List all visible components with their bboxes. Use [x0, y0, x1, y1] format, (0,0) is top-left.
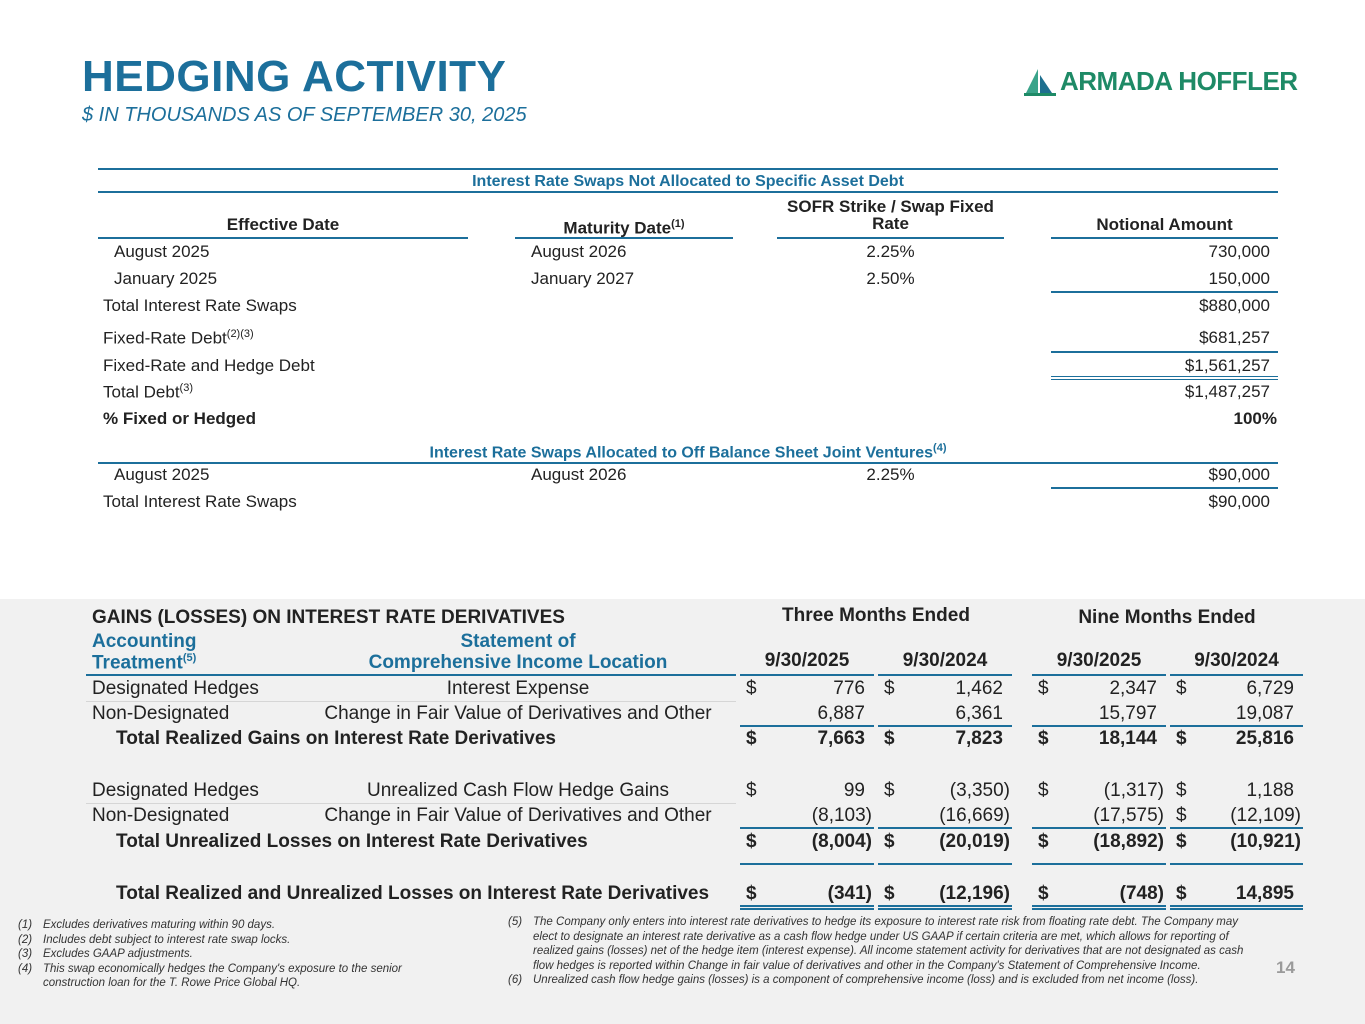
section-title-not-allocated: Interest Rate Swaps Not Allocated to Specific Asset Debt	[472, 173, 904, 190]
total-realized-dollar-1: $	[746, 728, 757, 749]
jv-row-effective: August 2025	[114, 465, 210, 484]
pct-fixed-value: 100%	[1233, 409, 1277, 428]
total-unrealized-v4: (10,921)	[1230, 831, 1301, 852]
row1-v3: 2,347	[1109, 678, 1157, 699]
page-number: 14	[1276, 958, 1295, 977]
jv-row-notional: $90,000	[1208, 465, 1270, 484]
row1-treatment: Designated Hedges	[92, 678, 259, 699]
row3-dollar-3: $	[1038, 780, 1049, 801]
grand-total-v3: (748)	[1119, 883, 1164, 904]
row3-v3: (1,317)	[1103, 780, 1164, 801]
grand-total-label: Total Realized and Unrealized Losses on Interest Rate Derivatives	[116, 883, 710, 904]
total-realized-label: Total Realized Gains on Interest Rate Derivatives	[116, 728, 556, 749]
row2-v2: 6,361	[955, 703, 1003, 724]
row1-v2: 1,462	[955, 678, 1003, 699]
row2-v3: 15,797	[1098, 703, 1157, 724]
fixed-hedge-value: $1,561,257	[1184, 356, 1270, 375]
row2-location: Change in Fair Value of Derivatives and Other	[324, 703, 712, 724]
grand-total-v4: 14,895	[1235, 883, 1294, 904]
col-statement-2: Comprehensive Income Location	[368, 652, 668, 673]
grand-total-dollar-3: $	[1038, 883, 1049, 904]
col-header-effective-date: Effective Date	[226, 215, 340, 234]
grand-total-dollar-2: $	[884, 883, 895, 904]
footnote-2: (2) Includes debt subject to interest rate swap locks.	[18, 933, 291, 946]
footnotes-left	[18, 918, 458, 991]
row4-treatment: Non-Designated	[92, 805, 230, 826]
total-realized-v1: 7,663	[817, 728, 865, 749]
total-unrealized-v1: (8,004)	[811, 831, 872, 852]
total-swaps-value: $880,000	[1199, 296, 1270, 315]
total-realized-v4: 25,816	[1235, 728, 1294, 749]
jv-total-value: $90,000	[1208, 492, 1270, 511]
fixed-rate-debt-label: Fixed-Rate Debt$^{(2)(3)}$	[103, 328, 254, 348]
row3-dollar-1: $	[746, 780, 757, 801]
total-unrealized-dollar-4: $	[1176, 831, 1187, 852]
total-debt-value: $1,487,257	[1184, 382, 1270, 401]
total-unrealized-label: Total Unrealized Losses on Interest Rate Derivatives	[116, 831, 588, 852]
nine-months-header: Nine Months Ended	[1078, 607, 1256, 628]
period-1: 9/30/2025	[764, 650, 850, 671]
page-title: HEDGING ACTIVITY	[82, 52, 507, 101]
col-header-notional: Notional Amount	[1096, 215, 1233, 234]
fixed-rate-debt-value: $681,257	[1199, 328, 1270, 347]
row4-v4: (12,109)	[1230, 805, 1301, 826]
row1-rate: 2.25%	[866, 242, 915, 261]
row4-v3: (17,575)	[1093, 805, 1164, 826]
total-realized-v3: 18,144	[1098, 728, 1157, 749]
section-title-jv: Interest Rate Swaps Allocated to Off Balance Sheet Joint Ventures$^{(4)}$	[429, 442, 947, 462]
pct-fixed-label: % Fixed or Hedged	[103, 409, 257, 428]
three-months-header: Three Months Ended	[782, 605, 970, 626]
logo-text: ARMADA HOFFLER	[1060, 65, 1298, 96]
grand-total-dollar-4: $	[1176, 883, 1187, 904]
col-statement-1: Statement of	[460, 631, 576, 652]
row3-v2: (3,350)	[949, 780, 1010, 801]
footnote-5: (5) The Company only enters into interest rate derivatives to hedge its exposure to interest rate risk from floating rate debt. The Company may elect to designate an interest rate derivative as a cash flow hedge under US GAAP if certain criteria are met, which allows for reporting of realized gains (losses) net of the hedge item (interest expense). All income statement activity for derivatives that are not designated as cash flow hedges is reported within Change in fair value of derivatives and other in the Company's Statement of Comprehensive Income.	[508, 916, 1244, 972]
row1-maturity: August 2026	[531, 242, 627, 261]
period-3: 9/30/2025	[1056, 650, 1142, 671]
grand-total-dollar-1: $	[746, 883, 757, 904]
total-unrealized-v2: (20,019)	[939, 831, 1010, 852]
total-realized-v2: 7,823	[955, 728, 1003, 749]
row3-treatment: Designated Hedges	[92, 780, 259, 801]
col-accounting-1: Accounting	[92, 631, 197, 652]
row4-v1: (8,103)	[811, 805, 872, 826]
gains-title: GAINS (LOSSES) ON INTEREST RATE DERIVATIVES	[92, 607, 565, 628]
row3-v4: 1,188	[1246, 780, 1294, 801]
jv-row-maturity: August 2026	[531, 465, 627, 484]
row1-notional: 730,000	[1208, 242, 1270, 261]
footnotes-right	[508, 915, 1253, 988]
total-debt-label: Total Debt$^{(3)}$	[103, 382, 193, 402]
period-4: 9/30/2024	[1194, 650, 1279, 671]
row1-dollar-4: $	[1176, 678, 1187, 699]
footnote-6: (6) Unrealized cash flow hedge gains (losses) is a component of comprehensive income (loss) and is excluded from net income (loss).	[508, 974, 1199, 986]
total-realized-dollar-4: $	[1176, 728, 1187, 749]
period-2: 9/30/2024	[902, 650, 988, 671]
row1-v1: 776	[833, 678, 865, 699]
row2-effective: January 2025	[114, 269, 218, 288]
row1-dollar-3: $	[1038, 678, 1049, 699]
row1-location: Interest Expense	[446, 678, 590, 699]
total-unrealized-v3: (18,892)	[1093, 831, 1164, 852]
footnote-3: (3) Excludes GAAP adjustments.	[18, 948, 193, 960]
row2-notional: 150,000	[1208, 269, 1270, 288]
total-unrealized-dollar-2: $	[884, 831, 895, 852]
col-accounting-2: Treatment$^{(5)}$	[92, 652, 197, 674]
row1-dollar-1: $	[746, 678, 757, 699]
col-header-maturity-date: Maturity Date$^{(1)}$	[563, 218, 685, 238]
company-logo	[1024, 64, 1298, 98]
row3-dollar-4: $	[1176, 780, 1187, 801]
row4-dollar-4: $	[1176, 805, 1187, 826]
armada-hoffler-logo-icon	[1024, 65, 1056, 97]
footnote-4: (4) This swap economically hedges the Company's exposure to the senior construction loan for the T. Rowe Price Global HQ.	[18, 962, 402, 989]
total-realized-dollar-3: $	[1038, 728, 1049, 749]
row2-rate: 2.50%	[866, 269, 915, 288]
grand-total-v1: (341)	[827, 883, 872, 904]
row4-v2: (16,669)	[939, 805, 1010, 826]
jv-total-label: Total Interest Rate Swaps	[103, 492, 297, 511]
fixed-hedge-label: Fixed-Rate and Hedge Debt	[103, 356, 315, 375]
jv-row-rate: 2.25%	[866, 465, 915, 484]
row3-location: Unrealized Cash Flow Hedge Gains	[366, 780, 670, 801]
total-swaps-label: Total Interest Rate Swaps	[103, 296, 297, 315]
row1-dollar-2: $	[884, 678, 895, 699]
row2-v4: 19,087	[1235, 703, 1294, 724]
row2-v1: 6,887	[817, 703, 865, 724]
col-header-rate: SOFR Strike / Swap Fixed Rate	[787, 197, 994, 233]
row1-v4: 6,729	[1246, 678, 1294, 699]
row2-treatment: Non-Designated	[92, 703, 230, 724]
footnote-1: (1) Excludes derivatives maturing within 90 days.	[18, 919, 276, 931]
row2-maturity: January 2027	[531, 269, 635, 288]
row3-dollar-2: $	[884, 780, 895, 801]
grand-total-v2: (12,196)	[939, 883, 1010, 904]
page-subtitle: $ IN THOUSANDS AS OF SEPTEMBER 30, 2025	[82, 104, 527, 126]
row4-location: Change in Fair Value of Derivatives and Other	[324, 805, 712, 826]
total-unrealized-dollar-1: $	[746, 831, 757, 852]
total-realized-dollar-2: $	[884, 728, 895, 749]
row1-effective: August 2025	[114, 242, 210, 261]
total-unrealized-dollar-3: $	[1038, 831, 1049, 852]
row3-v1: 99	[843, 780, 865, 801]
